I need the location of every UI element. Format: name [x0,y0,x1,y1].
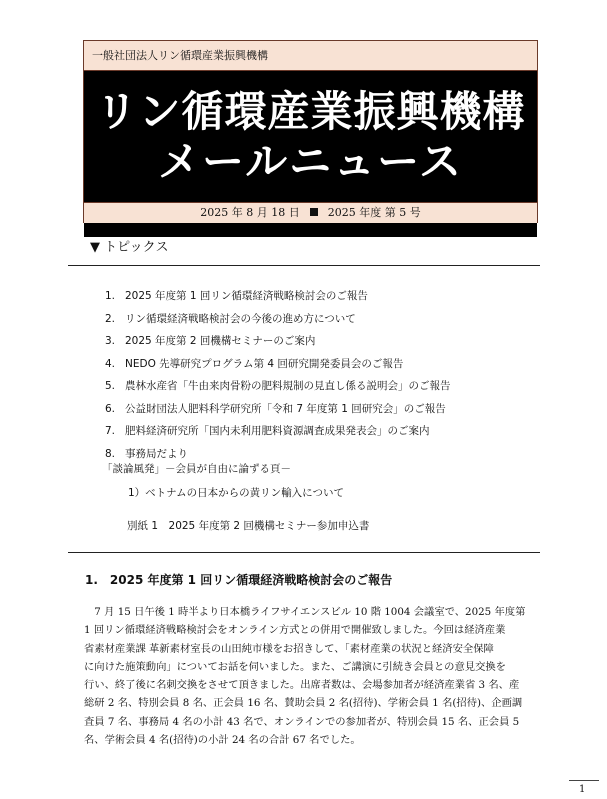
list-item[interactable]: 6. 公益財団法人肥料科学研究所「令和 7 年度第 1 回研究会」のご報告 [105,402,446,415]
body-line: に向けた施策動向」についてお話を伺いました。また、ご講演に引続き会員との意見交換を [84,660,506,673]
section-title: 1. 2025 年度第 1 回リン循環経済戦略検討会のご報告 [85,573,393,587]
organization-name: 一般社団法人リン循環産業振興機構 [84,41,537,71]
list-item[interactable]: 5. 農林水産省「牛由来肉骨粉の肥料規制の見直し係る説明会」のご報告 [105,380,451,392]
forum-item[interactable]: 1）ベトナムの日本からの黄リン輸入について [128,487,344,499]
title-line-2: メールニュース [157,137,464,186]
list-item[interactable]: 7. 肥料経済研究所「国内未利用肥料資源調査成果発表会」のご案内 [105,425,430,437]
square-separator-icon [310,208,318,216]
page-number-rule [569,780,599,781]
issue-number: 2025 年度 第 5 号 [327,206,421,219]
page-number: 1 [579,784,586,795]
attachment-item[interactable]: 別紙 1 2025 年度第 2 回機構セミナー参加申込書 [127,520,370,532]
body-line: 査員 7 名、事務局 4 名の小計 43 名で、オンラインでの参加者が、特別会員 15 名、正会員 5 [84,715,520,728]
forum-heading: 「談論風発」－会員が自由に論ずる頁－ [102,463,291,475]
body-line: 省素材産業課 革新素材室長の山田純市様をお招きして、｢素材産業の状況と経済安全保障 [84,642,494,655]
list-item[interactable]: 3. 2025 年度第 2 回機構セミナーのご案内 [105,335,316,347]
list-item[interactable]: 8. 事務局だより [105,447,188,460]
divider-bottom [68,552,540,553]
list-item[interactable]: 1. 2025 年度第 1 回リン循環経済戦略検討会のご報告 [105,290,368,302]
title-line-1: リン循環産業振興機構 [95,87,526,136]
section-body [84,603,544,749]
topics-heading: ▼ トピックス [90,240,169,255]
body-line: 1 回リン循環経済戦略検討会をオンライン方式との併用で開催致しました。今回は経済産業 [84,624,506,637]
topics-list [105,285,451,465]
divider-top [68,265,540,266]
body-line: 行い、終了後に名刺交換をさせて頂きました。出席者数は、会場参加者が経済産業省 3 名、産 [84,679,520,692]
issue-date-row [84,202,537,223]
issue-date: 2025 年 8 月 18 日 [200,206,300,219]
body-line: 7 月 15 日午後 1 時半より日本橋ライフサイエンスビル 10 階 1004 会議室で、2025 年度第 [84,606,526,618]
newsletter-header [83,40,538,223]
body-line: 名、学術会員 4 名(招待)の小計 24 名の合計 67 名でした。 [84,734,361,747]
list-item[interactable]: 4. NEDO 先導研究プログラム第 4 回研究開発委員会のご報告 [105,357,404,370]
body-line: 総研 2 名、特別会員 8 名、正会員 16 名、賛助会員 2 名(招待)、学術会員 1 名(招待)、企画調 [84,697,523,710]
list-item[interactable]: 2. リン循環経済戦略検討会の今後の進め方について [105,312,356,325]
